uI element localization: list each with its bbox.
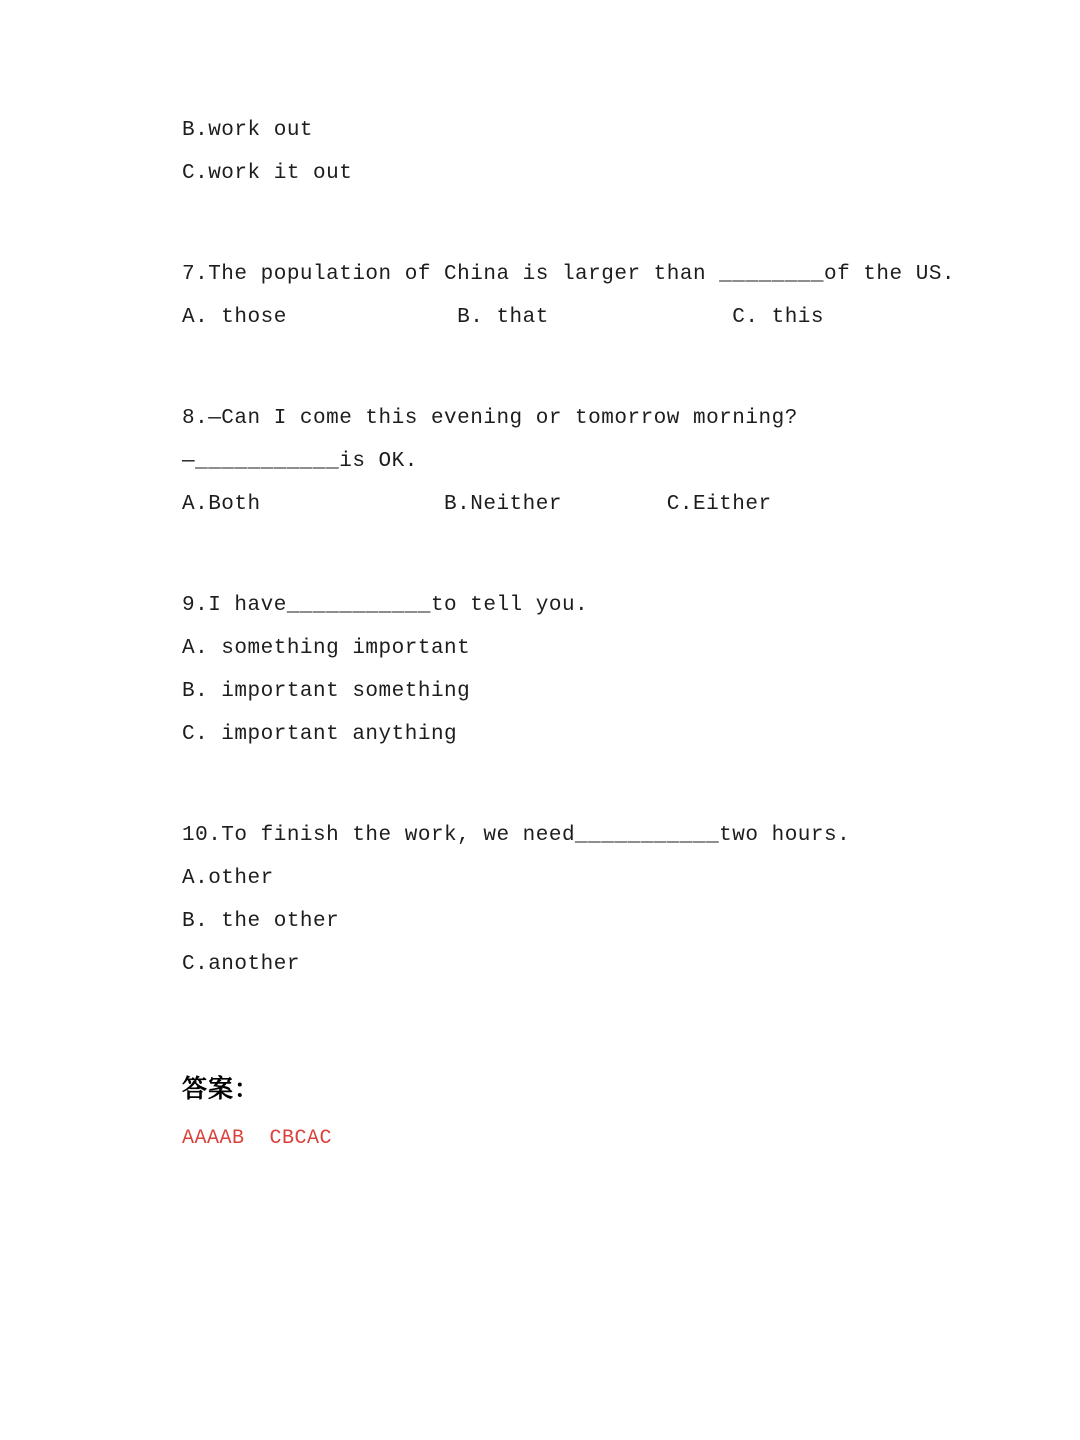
line-gap — [182, 745, 930, 767]
answers-value: AAAAB CBCAC — [182, 1127, 333, 1150]
paragraph-gap — [182, 537, 930, 595]
line-gap — [182, 285, 930, 307]
question-10-stem: 10.To finish the work, we need___________two hours. — [182, 824, 851, 847]
answers-heading: 答案： — [182, 1074, 261, 1103]
option-9a: A. something important — [182, 637, 471, 660]
option-10b: B. the other — [182, 910, 340, 933]
line-gap — [182, 429, 930, 451]
paragraph-gap — [182, 350, 930, 408]
answers-spacer — [182, 997, 930, 1069]
line-gap — [182, 846, 930, 868]
line-gap — [182, 932, 930, 954]
line-gap — [182, 328, 930, 350]
option-10c: C.another — [182, 953, 300, 976]
question-8-stem-line2: —___________is OK. — [182, 450, 418, 473]
document-body — [182, 119, 956, 997]
question-9-stem: 9.I have___________to tell you. — [182, 594, 589, 617]
line-gap — [182, 702, 930, 724]
option-10a: A.other — [182, 867, 274, 890]
option-9c: C. important anything — [182, 723, 458, 746]
line-gap — [182, 515, 930, 537]
line-gap — [182, 659, 930, 681]
option-6b: B.work out — [182, 119, 314, 142]
line-gap — [182, 472, 930, 494]
line-gap — [182, 184, 930, 206]
answers-gap — [182, 1105, 930, 1127]
paragraph-gap — [182, 206, 930, 264]
line-gap — [182, 141, 930, 163]
question-8-stem-line1: 8.—Can I come this evening or tomorrow morning? — [182, 407, 798, 430]
question-8-options: A.Both B.Neither C.Either — [182, 493, 772, 516]
option-6c: C.work it out — [182, 162, 353, 185]
line-gap — [182, 616, 930, 638]
question-7-options: A. those B. that C. this — [182, 306, 825, 329]
question-7-stem: 7.The population of China is larger than ________of the US. — [182, 263, 956, 286]
paragraph-gap — [182, 767, 930, 825]
option-9b: B. important something — [182, 680, 471, 703]
line-gap — [182, 889, 930, 911]
line-gap — [182, 975, 930, 997]
